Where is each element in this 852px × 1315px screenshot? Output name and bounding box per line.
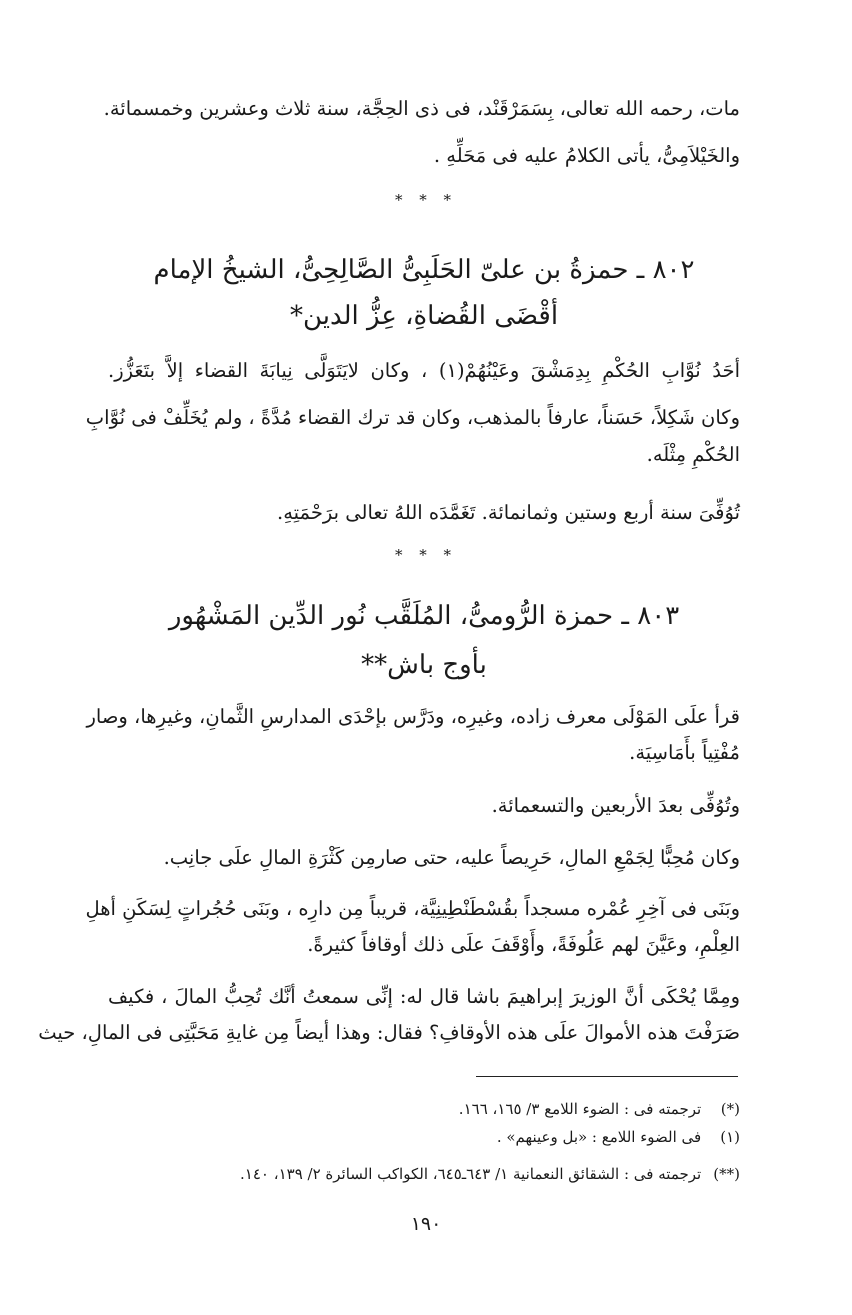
- paragraph-line: وتُوُفِّى بعدَ الأربعين والتسعمائة.: [491, 794, 740, 817]
- paragraph-line: ومِمَّا يُحْكَى أنَّ الوزيرَ إبراهيمَ باشا قال له: إنِّى سمعتُ أنَّك تُحِبُّ المالَ ، فكيف: [108, 985, 740, 1008]
- text-line: والخَيْلاَمِىُّ، يأتى الكلامُ عليه فى مَحَلِّهِ .: [433, 144, 740, 167]
- footnote: [108, 1163, 740, 1185]
- paragraph-line: وكان مُحِبًّا لِجَمْعِ المالِ، حَرِيصاً عليه، حتى صارمِن كَثْرَةِ المالِ علَى جانِب.: [163, 846, 740, 869]
- footnote-text: ترجمته فى : الشقائق النعمانية ١/ ٦٤٣ـ٦٤٥، الكواكب السائرة ٢/ ١٣٩، ١٤٠.: [240, 1165, 702, 1183]
- paragraph-line: العِلْمِ، وعَيَّنَ لهم عَلُوفَةً، وأَوْقَفَ علَى ذلك أوقافاً كثيرةً.: [307, 933, 740, 956]
- entry-heading-cont: أقْضَى القُضاةِ، عِزُّ الدين*: [289, 301, 559, 331]
- footnote-rule: [476, 1076, 738, 1077]
- paragraph-line: الحُكْمِ مِثْلَه.: [646, 443, 740, 466]
- paragraph-line: قرأ علَى المَوْلَى معرف زاده، وغيرِه، ودَرَّس بإحْدَى المدارسِ الثَّمانِ، وغيرِها، وصار: [86, 705, 740, 728]
- section-separator: * * *: [394, 546, 458, 564]
- footnote-mark: (**): [713, 1165, 740, 1183]
- section-separator: * * *: [394, 191, 458, 209]
- footnote-text: فى الضوء اللامع : «بل وعينهم» .: [496, 1128, 702, 1146]
- text-line: مات، رحمه الله تعالى، بِسَمَرْقَنْد، فى ذى الحِجَّة، سنة ثلاث وعشرين وخمسمائة.: [103, 97, 740, 120]
- paragraph-line: صَرَفْتَ هذه الأموالَ علَى هذه الأوقافِ؟ فقال: وهذا أيضاً مِن غايةِ مَحَبَّتِى فى المالِ، حيث: [38, 1021, 740, 1044]
- paragraph-line: تُوُفِّىَ سنة أربع وستين وثمانمائة. تَغَمَّدَه اللهُ تعالى برَحْمَتِهِ.: [277, 501, 740, 524]
- footnote-mark: (١): [720, 1128, 740, 1146]
- footnote: [108, 1098, 740, 1120]
- page-number: ١٩٠: [410, 1213, 442, 1235]
- entry-heading: ٨٠٣ ـ حمزة الرُّومىُّ، المُلَقَّب نُور الدِّين المَشْهُور: [168, 601, 680, 631]
- entry-heading: ٨٠٢ ـ حمزةُ بن علىّ الحَلَبِىُّ الصَّالِحِىُّ، الشيخُ الإمام: [153, 255, 695, 285]
- paragraph-line: وكان شَكِلاً، حَسَناً، عارفاً بالمذهب، وكان قد ترك القضاء مُدَّةً ، ولم يُخَلِّفْ فى نُوَّابِ: [85, 406, 740, 429]
- footnote: [108, 1126, 740, 1148]
- paragraph-line: وبَنَى فى آخِرِ عُمْره مسجداً بقُسْطَنْطِينِيَّة، قريباً مِن دارِه ، وبَنَى حُجُراتٍ لِسَكَنِ أهلِ: [85, 897, 740, 920]
- paragraph-line: أحَدُ نُوَّابِ الحُكْمِ بِدِمَشْقَ وعَيْنُهُمْ(١) ، وكان لايَتَوَلَّى نِيابَةَ القضاء إلاَّ بتَعَزُّز.: [108, 359, 740, 382]
- footnote-text: ترجمته فى : الضوء اللامع ٣/ ١٦٥، ١٦٦.: [458, 1100, 702, 1118]
- footnote-mark: (*): [720, 1100, 740, 1118]
- paragraph-line: مُفْتِياً بأَمَاسِيَة.: [629, 741, 740, 764]
- entry-heading-cont: بأوج باش**: [361, 650, 487, 680]
